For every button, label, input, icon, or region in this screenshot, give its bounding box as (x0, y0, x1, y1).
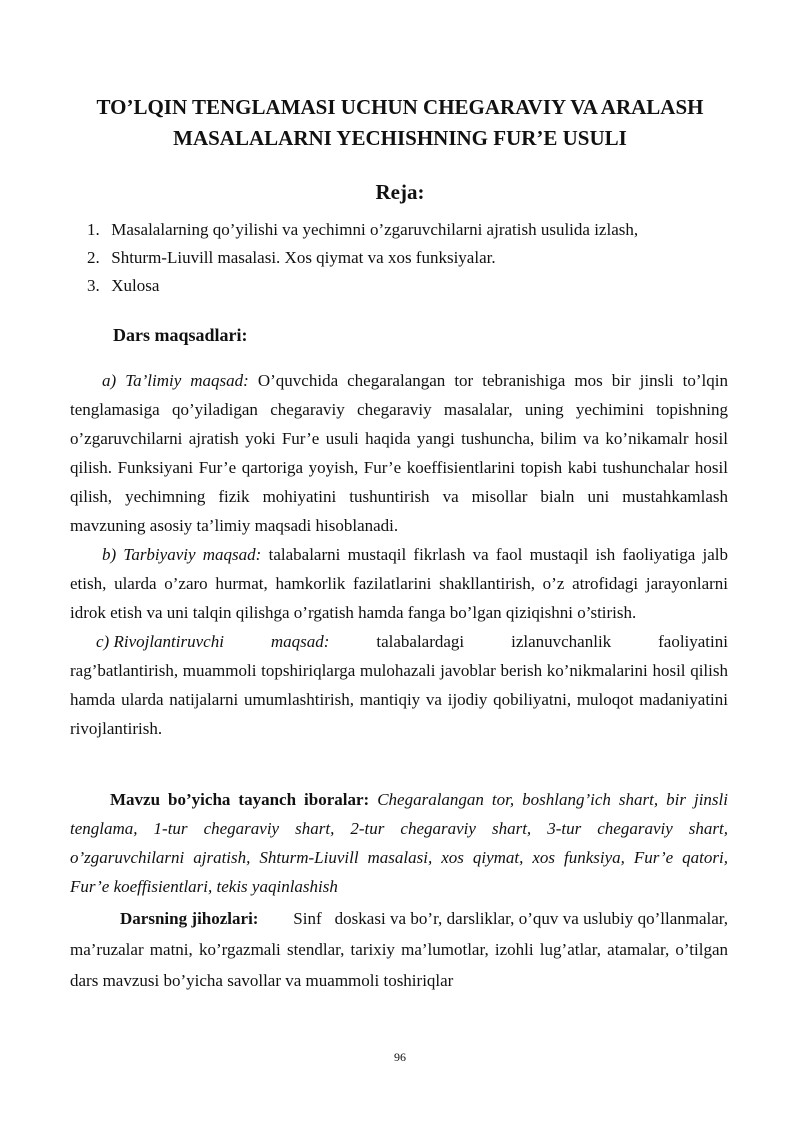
plan-item-number: 2. (87, 248, 100, 267)
equipment-text: Sinf doskasi va bo’r, darsliklar, o’quv va uslubiy qo’llanmalar, ma’ruzalar matni, ko’rgazmali stendlar, tarixiy ma’lumotlar, izohli lug’atlar, atamalar, o’tilgan dars mavzusi bo’yicha savollar va muammoli toshiriqlar (70, 909, 733, 990)
keywords-paragraph (70, 785, 728, 901)
plan-item-number: 3. (87, 276, 100, 295)
plan-item-text: Xulosa (111, 276, 160, 295)
plan-item (87, 216, 747, 244)
plan-list (87, 216, 747, 300)
goal-b-paragraph (70, 540, 728, 627)
goal-a-label: a) Ta’limiy maqsad: (102, 371, 249, 390)
goals-heading: Dars maqsadlari: (113, 325, 248, 345)
goals-section (70, 366, 728, 743)
page-title (60, 92, 740, 154)
plan-item-text: Masalalarning qo’yilishi va yechimni o’zgaruvchilarni ajratish usulida izlash, (111, 220, 639, 239)
goal-b-label: b) Tarbiyaviy maqsad: (102, 545, 262, 564)
keywords-label: Mavzu bo’yicha tayanch iboralar: (110, 790, 370, 809)
equipment-paragraph (70, 903, 733, 996)
title-line-1: TO’LQIN TENGLAMASI UCHUN CHEGARAVIY VA ARALASH (96, 95, 704, 119)
goal-c-word-1: talabalardagi (376, 632, 465, 651)
goal-a-paragraph (70, 366, 728, 540)
goal-c-text: rag’batlantirish, muammoli topshiriqlarga mulohazali javoblar berish ko’nikmalarini hosil qilish hamda ularda natijalarni umumlashtirish, mantiqiy va ijodiy qobiliyatni, muloqot madaniyatini rivojlantirish. (70, 661, 728, 738)
plan-heading: Reja: (375, 180, 425, 204)
goal-c-label-2: maqsad: (270, 632, 330, 651)
keywords-section (70, 785, 728, 901)
goal-b-text: talabalarni mustaqil fikrlash va faol mustaqil ish faoliyatiga jalb etish, ularda o’zaro hurmat, hamkorlik fazilatlarini shakllantirish, o’z atrofidagi jarayonlarni idrok etish va uni talqin qilishga o’rgatish hamda fanga bo’lgan qiziqishni o’stirish. (70, 545, 728, 622)
goal-a-text: O’quvchida chegaralangan tor tebranishiga mos bir jinsli to’lqin tenglamasiga qo’yiladigan chegaraviy chegaraviy masalalar, uning yechimini topishning o’zgaruvchilarni ajratish yoki Fur’e usuli haqida yangi tushuncha, bilim va ko’nikamalr hosil qilish. Funksiyani Fur’e qartoriga yoyish, Fur’e koeffisientlarini topish kabi tushunchalar hosil qilish, yechimning fizik mohiyatini tushuntirish va misollar bialn uni mustahkamlash mavzuning asosiy ta’limiy maqsadi hisoblanadi. (70, 371, 729, 535)
title-line-2: MASALALARNI YECHISHNING FUR’E USULI (173, 126, 627, 150)
plan-item (87, 244, 747, 272)
equipment-label: Darsning jihozlari: (120, 909, 259, 928)
goal-c-first-line (70, 627, 728, 656)
goal-c-word-3: faoliyatini (658, 632, 728, 651)
plan-item-text: Shturm-Liuvill masalasi. Xos qiymat va xos funksiyalar. (111, 248, 496, 267)
goal-c-label-1: c) Rivojlantiruvchi (96, 632, 224, 651)
equipment-section (70, 903, 733, 996)
plan-item (87, 272, 747, 300)
page-number: 96 (394, 1050, 406, 1064)
keywords-text: Chegaralangan tor, boshlang’ich shart, bir jinsli tenglama, 1-tur chegaraviy shart, 2-tur chegaraviy shart, 3-tur chegaraviy shart, o’zgaruvchilarni ajratish, Shturm-Liuvill masalasi, xos qiymat, xos funksiya, Fur’e qatori, Fur’e koeffisientlari, tekis yaqinlashish (70, 790, 728, 896)
goal-c-word-2: izlanuvchanlik (511, 632, 612, 651)
plan-item-number: 1. (87, 220, 100, 239)
